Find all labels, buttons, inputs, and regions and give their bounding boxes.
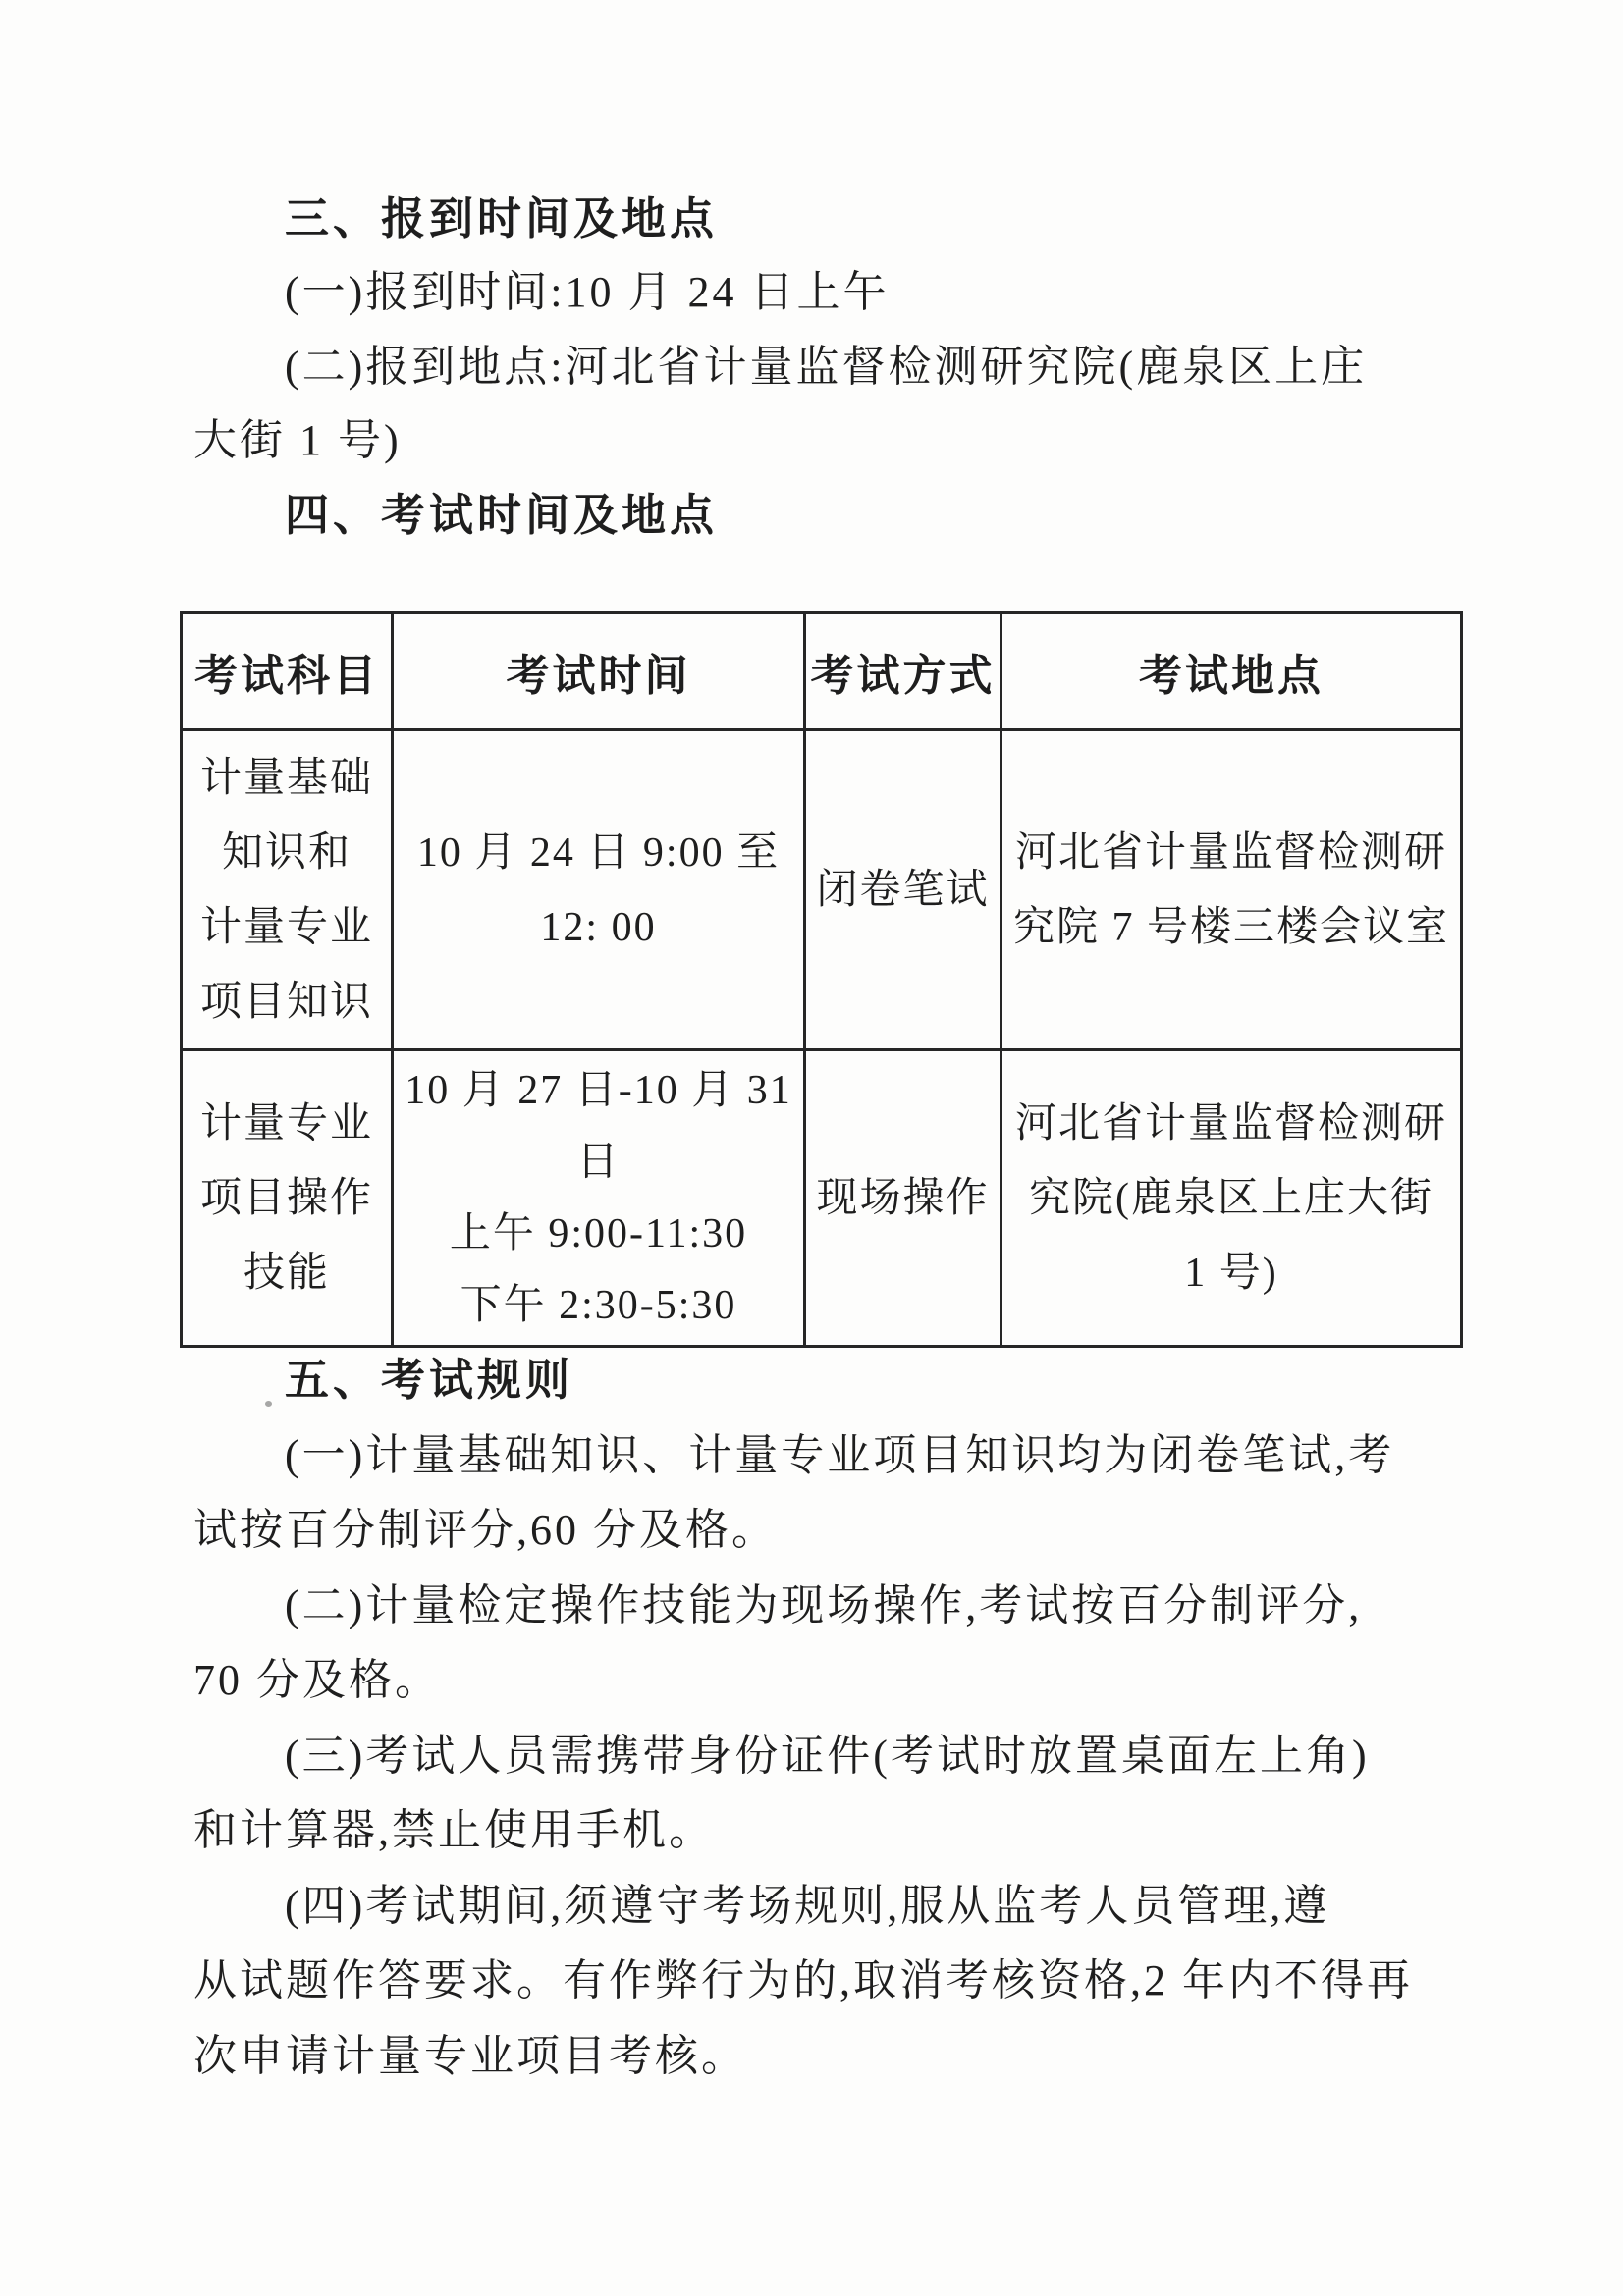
section4-heading: 四、考试时间及地点: [285, 489, 719, 540]
table-header-row: [182, 613, 1462, 730]
table-row: [182, 730, 1462, 1050]
cell-method-practical: 现场操作: [805, 1050, 1001, 1347]
rule2-line-1: (二)计量检定操作技能为现场操作,考试按百分制评分,: [285, 1580, 1363, 1629]
col-header-subject: 考试科目: [182, 613, 393, 730]
registration-place-line-2: 大街 1 号): [193, 416, 402, 465]
rule4-line-2: 从试题作答要求。有作弊行为的,取消考核资格,2 年内不得再: [193, 1956, 1413, 2004]
cell-location-written: 河北省计量监督检测研 究院 7 号楼三楼会议室: [1001, 730, 1462, 1050]
rule3-line-2: 和计算器,禁止使用手机。: [193, 1806, 715, 1854]
cell-time-practical: 10 月 27 日-10 月 31 日 上午 9:00-11:30 下午 2:30-5:30: [393, 1050, 805, 1347]
cell-method-written: 闭卷笔试: [805, 730, 1001, 1050]
section-registration: [193, 182, 1499, 552]
rule4-line-3: 次申请计量专业项目考核。: [193, 2031, 747, 2080]
col-header-method: 考试方式: [805, 613, 1001, 730]
rule4-line-1: (四)考试期间,须遵守考场规则,服从监考人员管理,遵: [285, 1881, 1330, 1930]
section5-heading: 五、考试规则: [285, 1355, 574, 1405]
table-row: [182, 1050, 1462, 1347]
registration-place-line-1: (二)报到地点:河北省计量监督检测研究院(鹿泉区上庄: [285, 342, 1368, 391]
rule3-line-1: (三)考试人员需携带身份证件(考试时放置桌面左上角): [285, 1731, 1370, 1780]
exam-schedule-table-wrap: [180, 611, 1463, 1348]
rule1-line-2: 试按百分制评分,60 分及格。: [193, 1506, 778, 1554]
rule1-line-1: (一)计量基础知识、计量专业项目知识均为闭卷笔试,考: [285, 1430, 1395, 1479]
rule2-line-2: 70 分及格。: [193, 1656, 441, 1704]
cell-subject-written: 计量基础 知识和 计量专业 项目知识: [182, 730, 393, 1050]
registration-time-line: (一)报到时间:10 月 24 日上午: [285, 268, 890, 317]
col-header-time: 考试时间: [393, 613, 805, 730]
section-exam-rules: [193, 1343, 1499, 2094]
exam-schedule-table: [180, 611, 1463, 1348]
cell-time-written: 10 月 24 日 9:00 至 12: 00: [393, 730, 805, 1050]
scan-speck-artifact: [265, 1401, 272, 1407]
col-header-location: 考试地点: [1001, 613, 1462, 730]
cell-subject-practical: 计量专业 项目操作 技能: [182, 1050, 393, 1347]
cell-location-practical: 河北省计量监督检测研 究院(鹿泉区上庄大街 1 号): [1001, 1050, 1462, 1347]
section3-heading: 三、报到时间及地点: [285, 193, 719, 243]
